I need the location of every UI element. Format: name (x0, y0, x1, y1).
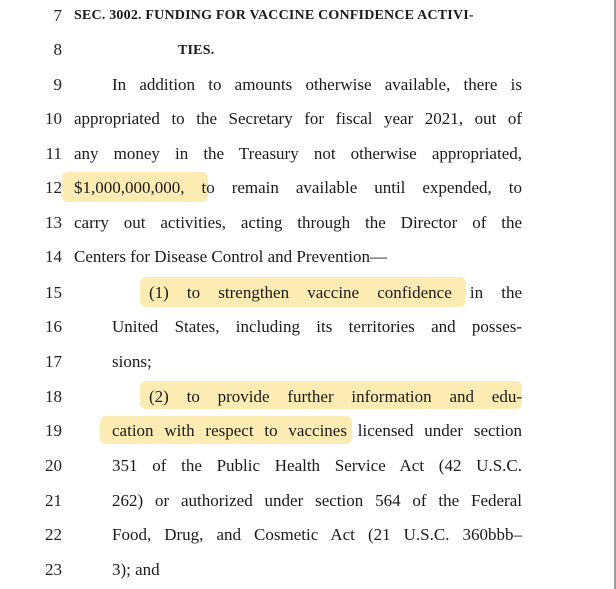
text-line: 262) or authorized under section 564 of the Federal (112, 491, 522, 510)
line-number: 22 (45, 525, 62, 544)
section-heading: SEC. 3002. FUNDING FOR VACCINE CONFIDENCE ACTIVI- (74, 8, 474, 23)
line-number: 15 (45, 283, 62, 302)
line-number: 20 (45, 456, 62, 475)
text-line: cation with respect to vaccines licensed under section (112, 421, 522, 440)
line-number: 13 (45, 213, 62, 232)
text-line: 3); and (112, 560, 160, 579)
text-line: 351 of the Public Health Service Act (42 U.S.C. (112, 456, 522, 475)
text-line: appropriated to the Secretary for fiscal year 2021, out of (74, 109, 522, 128)
text-line: Food, Drug, and Cosmetic Act (21 U.S.C. 360bbb– (112, 525, 522, 544)
line-number: 23 (45, 560, 62, 579)
line-number: 9 (53, 75, 62, 94)
text-line: In addition to amounts otherwise available, there is (112, 75, 522, 94)
line-number: 12 (45, 178, 62, 197)
text-line: sions; (112, 352, 152, 371)
text-line: Centers for Disease Control and Prevention— (74, 247, 388, 266)
line-number: 17 (45, 352, 62, 371)
text-line: (2) to provide further information and edu- (149, 387, 522, 406)
line-number: 7 (53, 6, 62, 25)
text-line: United States, including its territories and posses- (112, 317, 522, 336)
line-number: 11 (45, 144, 62, 163)
line-number: 14 (45, 247, 62, 266)
text-line: $1,000,000,000, to remain available until expended, to (74, 178, 522, 197)
line-number: 19 (45, 421, 62, 440)
line-number: 16 (45, 317, 62, 336)
text-line: any money in the Treasury not otherwise appropriated, (74, 144, 522, 163)
section-heading-continued: TIES. (178, 43, 215, 58)
line-number: 18 (45, 387, 62, 406)
line-number: 8 (53, 40, 62, 59)
line-number: 10 (45, 109, 62, 128)
text-line: (1) to strengthen vaccine confidence in the (149, 283, 522, 302)
line-number: 21 (45, 491, 62, 510)
text-line: carry out activities, acting through the Director of the (74, 213, 522, 232)
